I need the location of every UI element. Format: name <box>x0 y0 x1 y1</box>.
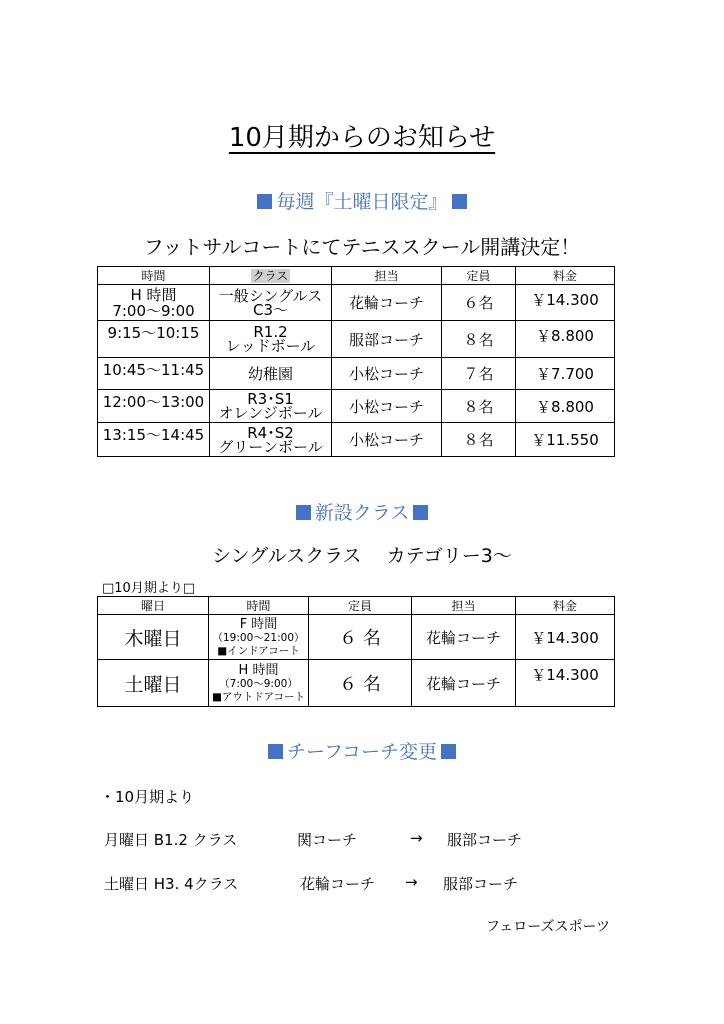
table-header-row <box>98 267 615 285</box>
fee-cell: ￥14.300 <box>516 660 615 707</box>
fee-cell: ￥14.300 <box>516 285 615 321</box>
time-cell: H 時間 （7:00～9:00） ■アウトドアコート <box>209 660 309 707</box>
fee-cell: ￥7.700 <box>516 358 615 390</box>
change-to: 服部コーチ <box>447 831 523 849</box>
page-title: 10月期からのお知らせ <box>228 123 496 153</box>
class-cell: R3･S1 オレンジボール <box>210 390 332 423</box>
fee-cell: ￥14.300 <box>516 615 615 660</box>
header-time: 時間 <box>209 597 309 615</box>
header-capacity: 定員 <box>309 597 412 615</box>
change-label: 月曜日 B1.2 クラス <box>104 831 238 849</box>
capacity-cell: ７名 <box>442 358 516 390</box>
square-bullet-icon <box>413 505 428 520</box>
fee-cell: ￥8.800 <box>516 390 615 423</box>
day-cell: 木曜日 <box>98 615 209 660</box>
section-heading-chief-coach: チーフコーチ変更 <box>0 737 724 764</box>
table-row <box>98 660 615 707</box>
header-fee: 料金 <box>516 267 615 285</box>
saturday-schedule-table <box>97 266 615 457</box>
square-bullet-icon <box>296 505 311 520</box>
coach-cell: 服部コーチ <box>332 321 442 358</box>
new-class-table <box>97 596 615 707</box>
new-class-subtitle: シングルスクラス カテゴリー3～ <box>212 545 512 567</box>
table-row <box>98 285 615 321</box>
table-row <box>98 390 615 423</box>
fee-cell: ￥8.800 <box>516 321 615 358</box>
coach-cell: 小松コーチ <box>332 390 442 423</box>
capacity-cell: ６名 <box>442 285 516 321</box>
start-note: □10月期より□ <box>102 581 196 596</box>
table-row <box>98 321 615 358</box>
section-heading-saturday: 毎週『土曜日限定』 <box>0 187 724 214</box>
organization-name: フェローズスポーツ <box>485 919 610 935</box>
coach-cell: 花輪コーチ <box>412 660 516 707</box>
capacity-cell: ８名 <box>442 321 516 358</box>
square-bullet-icon <box>452 194 467 209</box>
class-cell: 幼稚園 <box>210 358 332 390</box>
table-row <box>98 358 615 390</box>
header-time: 時間 <box>98 267 210 285</box>
capacity-cell: ８名 <box>442 390 516 423</box>
header-day: 曜日 <box>98 597 209 615</box>
capacity-cell: ６ 名 <box>309 615 412 660</box>
time-cell: 9:15～10:15 <box>98 321 210 358</box>
header-coach: 担当 <box>412 597 516 615</box>
time-cell: 13:15～14:45 <box>98 423 210 457</box>
square-bullet-icon <box>268 744 283 759</box>
time-cell: 12:00～13:00 <box>98 390 210 423</box>
change-from: 関コーチ <box>297 831 358 849</box>
change-label: 土曜日 H3. 4クラス <box>104 875 239 893</box>
square-bullet-icon <box>257 194 272 209</box>
time-cell: 10:45～11:45 <box>98 358 210 390</box>
day-cell: 土曜日 <box>98 660 209 707</box>
class-cell: 一般シングルス C3～ <box>210 285 332 321</box>
class-cell: R4･S2 グリーンボール <box>210 423 332 457</box>
change-intro: ・10月期より <box>100 788 195 806</box>
header-class: クラス <box>210 267 332 285</box>
capacity-cell: ８名 <box>442 423 516 457</box>
table-header-row <box>98 597 615 615</box>
class-cell: R1.2 レッドボール <box>210 321 332 358</box>
header-coach: 担当 <box>332 267 442 285</box>
coach-cell: 小松コーチ <box>332 358 442 390</box>
header-fee: 料金 <box>516 597 615 615</box>
change-from: 花輪コーチ <box>300 875 376 893</box>
table-row <box>98 615 615 660</box>
arrow-right-icon: → <box>405 873 418 891</box>
change-to: 服部コーチ <box>443 875 519 893</box>
arrow-right-icon: → <box>410 829 423 847</box>
table-row <box>98 423 615 457</box>
section-heading-new-class: 新設クラス <box>0 498 724 525</box>
announcement: フットサルコートにてテニススクール開講決定！ <box>143 235 581 259</box>
coach-cell: 花輪コーチ <box>412 615 516 660</box>
time-cell: H 時間 7:00～9:00 <box>98 285 210 321</box>
capacity-cell: ６ 名 <box>309 660 412 707</box>
coach-cell: 花輪コーチ <box>332 285 442 321</box>
header-capacity: 定員 <box>442 267 516 285</box>
coach-cell: 小松コーチ <box>332 423 442 457</box>
time-cell: F 時間 （19:00～21:00） ■インドアコート <box>209 615 309 660</box>
fee-cell: ￥11.550 <box>516 423 615 457</box>
square-bullet-icon <box>441 744 456 759</box>
